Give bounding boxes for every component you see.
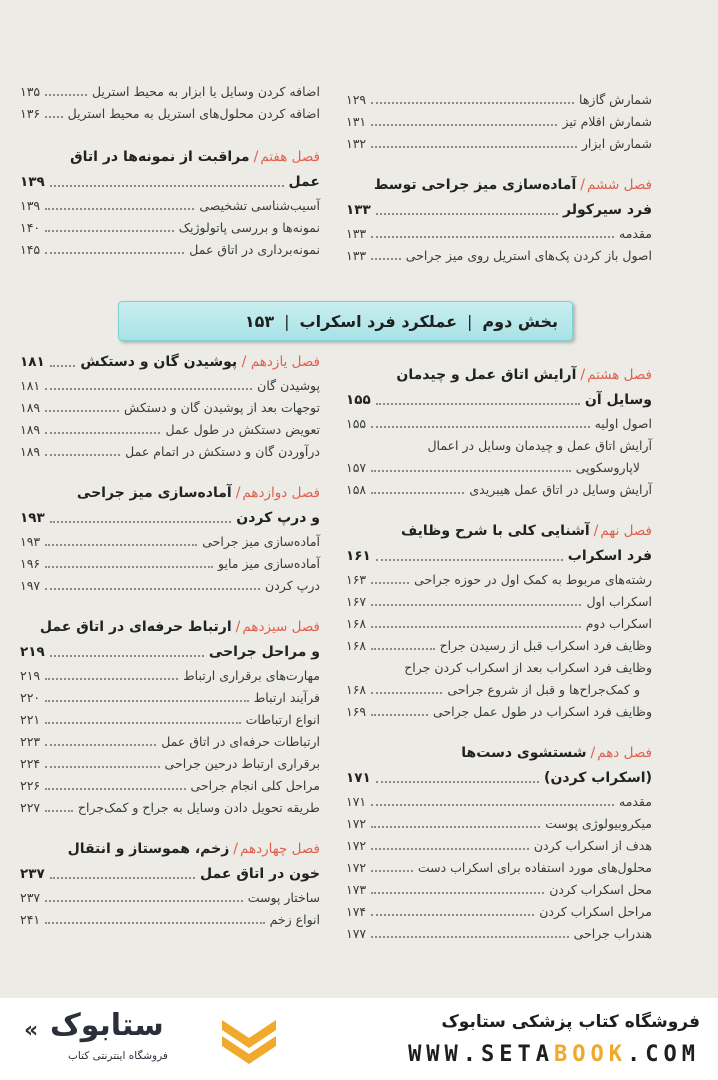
- store-name: فروشگاه کتاب پزشکی ستابوک: [441, 1012, 700, 1032]
- toc-entry: مقدمه ۱۷۱: [346, 793, 652, 809]
- toc-entry: شمارش گازها ۱۲۹: [346, 91, 652, 107]
- toc-entry: اسکراب دوم ۱۶۸: [346, 615, 652, 631]
- toc-entry: شمارش ابزار ۱۳۲: [346, 135, 652, 151]
- store-logo[interactable]: [20, 1008, 280, 1072]
- toc-entry: و کمک‌جراح‌ها و قبل از شروع جراحی ۱۶۸: [346, 678, 652, 700]
- toc-entry: ارتباطات حرفه‌ای در اتاق عمل ۲۲۳: [20, 733, 320, 749]
- toc-entry: لاپاروسکوپی ۱۵۷: [346, 456, 652, 478]
- toc-entry: هندراب جراحی ۱۷۷: [346, 925, 652, 941]
- chapter-title-row: فصل یازدهم / پوشیدن گان و دستکش ۱۸۱: [20, 354, 320, 370]
- toc-entry: درپ کردن ۱۹۷: [20, 577, 320, 593]
- toc-entry: اضافه کردن وسایل یا ابزار به محیط استریل ۱۳۵: [20, 83, 320, 99]
- chapter-heading: فصل هشتم / آرایش اتاق عمل و چیدمان: [396, 367, 652, 383]
- toc-entry: وظایف فرد اسکراب بعد از اسکراب کردن جراح: [404, 659, 652, 675]
- toc-entry: برقراری ارتباط درحین جراحی ۲۲۴: [20, 755, 320, 771]
- chapter-title-row: وسایل آن ۱۵۵: [346, 392, 652, 408]
- logo-arrows-icon: «: [24, 1018, 39, 1043]
- toc-entry: انواع زخم ۲۴۱: [20, 911, 320, 927]
- chapter-heading: فصل ششم / آماده‌سازی میز جراحی توسط: [373, 177, 652, 193]
- chapter-title-row: عمل ۱۳۹: [20, 174, 320, 190]
- chapter-heading: فصل هفتم / مراقبت از نمونه‌ها در اتاق: [70, 149, 320, 165]
- chapter-title-row: خون در اتاق عمل ۲۳۷: [20, 866, 320, 882]
- toc-entry: آرایش وسایل در اتاق عمل هیبریدی ۱۵۸: [346, 481, 652, 497]
- toc-entry: تعویض دستکش در طول عمل ۱۸۹: [20, 421, 320, 437]
- toc-entry: ساختار پوست ۲۳۷: [20, 889, 320, 905]
- toc-column-right-lower: [346, 362, 652, 944]
- toc-entry: آماده‌سازی میز جراحی ۱۹۳: [20, 533, 320, 549]
- chapter-heading: فصل دهم / شستشوی دست‌ها: [461, 745, 652, 761]
- toc-entry: شمارش اقلام تیز ۱۳۱: [346, 113, 652, 129]
- chapter-title-row: و مراحل جراحی ۲۱۹: [20, 644, 320, 660]
- toc-entry: نمونه‌برداری در اتاق عمل ۱۴۵: [20, 241, 320, 257]
- toc-entry: اصول باز کردن پک‌های استریل روی میز جراحی ۱۳۳: [346, 247, 652, 263]
- store-footer: [0, 998, 718, 1080]
- toc-entry: نمونه‌ها و بررسی پاتولوژیک ۱۴۰: [20, 219, 320, 235]
- toc-entry: انواع ارتباطات ۲۲۱: [20, 711, 320, 727]
- toc-entry: مراحل اسکراب کردن ۱۷۴: [346, 903, 652, 919]
- chapter-title-row: فرد اسکراب ۱۶۱: [346, 548, 652, 564]
- toc-column-left-lower: [20, 350, 320, 930]
- toc-column-left: [20, 80, 320, 260]
- logo-text: ستابوک: [50, 1008, 164, 1043]
- toc-entry: هدف از اسکراب کردن ۱۷۲: [346, 837, 652, 853]
- chapter-title-row: فرد سیرکولر ۱۳۳: [346, 202, 652, 218]
- toc-entry: اضافه کردن محلول‌های استریل به محیط استریل ۱۳۶: [20, 105, 320, 121]
- toc-entry: پوشیدن گان ۱۸۱: [20, 377, 320, 393]
- chapter-title-row: (اسکراب کردن) ۱۷۱: [346, 770, 652, 786]
- chapter-heading: فصل نهم / آشنایی کلی با شرح وظایف: [401, 523, 652, 539]
- chapter-heading: فصل دوازدهم / آماده‌سازی میز جراحی: [76, 485, 320, 501]
- toc-entry: میکروبیولوژی پوست ۱۷۲: [346, 815, 652, 831]
- toc-entry: رشته‌های مربوط به کمک اول در حوزه جراحی ۱۶۳: [346, 571, 652, 587]
- toc-entry: طریقه تحویل دادن وسایل به جراح و کمک‌جراح ۲۲۷: [20, 799, 320, 815]
- toc-column-right: [346, 88, 652, 266]
- section-banner: بخش دوم | عملکرد فرد اسکراب | ۱۵۳: [118, 301, 573, 341]
- toc-entry: محلول‌های مورد استفاده برای اسکراب دست ۱۷۲: [346, 859, 652, 875]
- toc-entry: مهارت‌های برقراری ارتباط ۲۱۹: [20, 667, 320, 683]
- chapter-heading: فصل سیزدهم / ارتباط حرفه‌ای در اتاق عمل: [39, 619, 320, 635]
- toc-entry: آرایش اتاق عمل و چیدمان وسایل در اعمال: [427, 437, 652, 453]
- chapter-title-row: و درپ کردن ۱۹۳: [20, 510, 320, 526]
- toc-entry: آماده‌سازی میز مایو ۱۹۶: [20, 555, 320, 571]
- toc-entry: آسیب‌شناسی تشخیصی ۱۳۹: [20, 197, 320, 213]
- logo-chevron-icon: [220, 1016, 278, 1064]
- toc-entry: مقدمه ۱۳۳: [346, 225, 652, 241]
- toc-entry: توجهات بعد از پوشیدن گان و دستکش ۱۸۹: [20, 399, 320, 415]
- chapter-heading: فصل چهاردهم / زخم، هموستاز و انتقال: [67, 841, 320, 857]
- toc-entry: محل اسکراب کردن ۱۷۳: [346, 881, 652, 897]
- toc-entry: اسکراب اول ۱۶۷: [346, 593, 652, 609]
- toc-entry: وظایف فرد اسکراب در طول عمل جراحی ۱۶۹: [346, 703, 652, 719]
- logo-subtitle: فروشگاه اینترنتی کتاب: [68, 1050, 168, 1062]
- toc-entry: درآوردن گان و دستکش در اتمام عمل ۱۸۹: [20, 443, 320, 459]
- toc-entry: فرآیند ارتباط ۲۲۰: [20, 689, 320, 705]
- store-url-link[interactable]: WWW.SETABOOK.COM: [408, 1042, 700, 1067]
- toc-entry: مراحل کلی انجام جراحی ۲۲۶: [20, 777, 320, 793]
- toc-entry: اصول اولیه ۱۵۵: [346, 415, 652, 431]
- toc-entry: وظایف فرد اسکراب قبل از رسیدن جراح ۱۶۸: [346, 637, 652, 653]
